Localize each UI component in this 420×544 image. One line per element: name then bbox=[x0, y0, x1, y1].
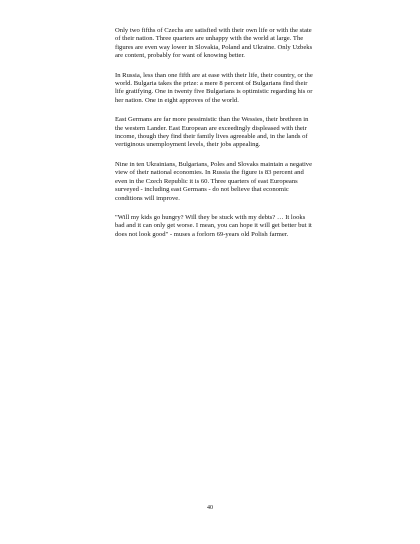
paragraph-national-economies: Nine in ten Ukrainians, Bulgarians, Poles and Slovaks maintain a negative view of their national economies. In Russia the figure is 83 percent and even in the Czech Republic it is 60. Three quarters of east Europeans surveyed - including east Germans - do not believe that economic conditions will improve. bbox=[115, 160, 313, 202]
paragraph-polish-farmer-quote: "Will my kids go hungry? Will they be stuck with my debts? … It looks bad and it can only get worse. I mean, you can hope it will get better but it does not look good" - muses a forlorn 69-years old Polish farmer. bbox=[115, 213, 312, 238]
paragraph-czech-satisfaction: Only two fifths of Czechs are satisfied with their own life or with the state of their nation. Three quarters are unhappy with the world at large. The figures are even way lower in Slovakia, Poland and Ukraine. Only Uzbeks are content, probably for want of knowing better. bbox=[115, 27, 313, 60]
paragraph-east-germans: East Germans are far more pessimistic than the Wessies, their brethren in the western Lander. East European are exceedingly displeased with their income, though they find their family lives agreeable and, in the lands of vertiginous unemployment levels, their jobs appealing. bbox=[115, 116, 309, 149]
paragraph-russia-bulgaria: In Russia, less than one fifth are at ease with their life, their country, or the world. Bulgaria takes the prize: a mere 8 percent of Bulgarians find their life gratifying. One in twenty five Bulgarians is optimistic regarding his or her nation. One in eight approves of the world. bbox=[115, 71, 313, 104]
body-text bbox=[115, 27, 315, 250]
page-number: 40 bbox=[207, 505, 213, 511]
